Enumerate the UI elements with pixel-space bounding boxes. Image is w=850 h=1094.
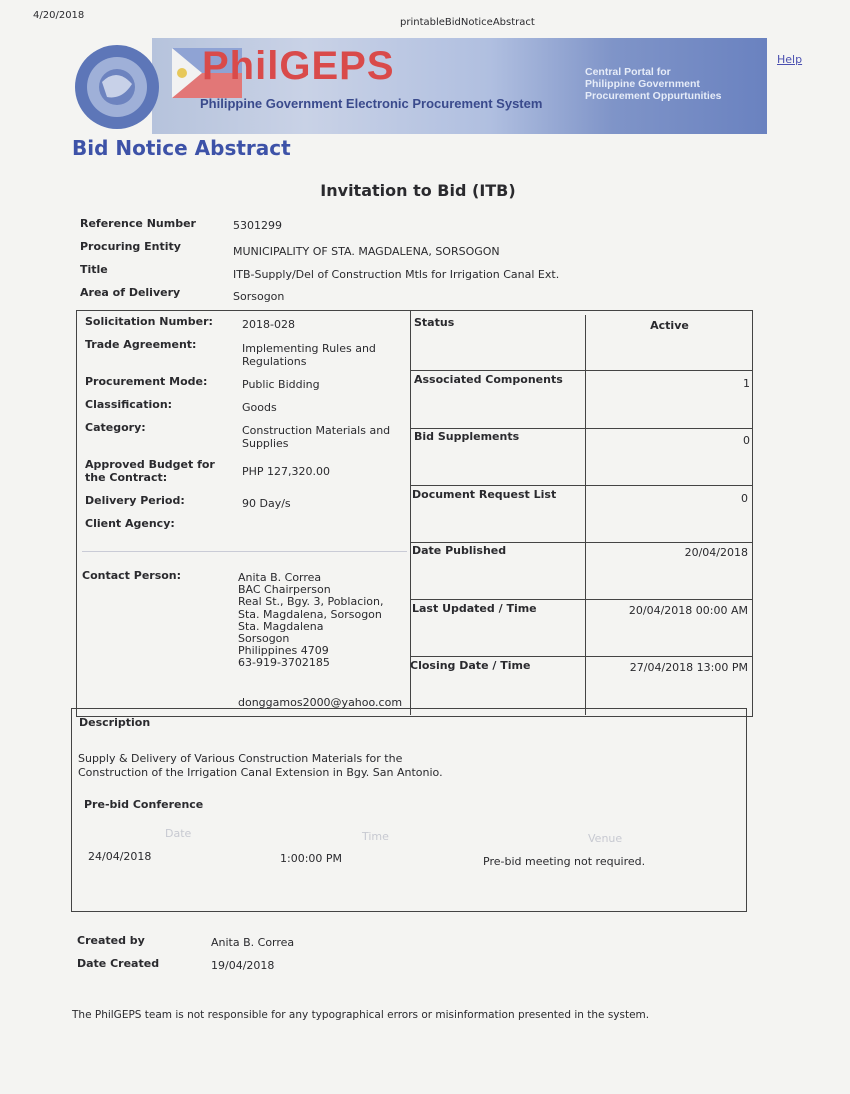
status-value: Active (650, 319, 689, 332)
prebid-heading: Pre-bid Conference (84, 798, 204, 811)
brand-logo-text: PhilGEPS (202, 44, 395, 88)
contact-line: BAC Chairperson (238, 583, 331, 597)
associated-components-label: Associated Components (414, 373, 563, 386)
row-divider (410, 542, 752, 543)
portal-line: Central Portal for (585, 66, 671, 78)
print-page-title: printableBidNoticeAbstract (400, 17, 535, 28)
prebid-venue: Pre-bid meeting not required. (483, 855, 646, 868)
description-line: Construction of the Irrigation Canal Extension in Bgy. San Antonio. (78, 766, 443, 779)
prebid-time: 1:00:00 PM (280, 852, 343, 865)
title-label: Title (80, 263, 108, 276)
contact-line: Real St., Bgy. 3, Poblacion, (238, 595, 384, 609)
date-published-label: Date Published (412, 544, 507, 557)
trade-agreement-label: Trade Agreement: (85, 338, 197, 351)
bid-supplements-value: 0 (743, 434, 750, 447)
prebid-venue-header: Venue (588, 832, 623, 845)
print-date: 4/20/2018 (33, 10, 85, 21)
delivery-period-label: Delivery Period: (85, 494, 185, 507)
column-divider (585, 315, 586, 715)
philgeps-seal-icon (72, 42, 162, 132)
contact-line: Sorsogon (238, 632, 290, 646)
philgeps-banner (72, 38, 767, 134)
help-link[interactable]: Help (777, 53, 803, 66)
approved-budget-label (85, 458, 215, 484)
prebid-date-header: Date (165, 827, 192, 840)
classification-value: Goods (242, 401, 277, 414)
approved-budget-label-line: Approved Budget for (85, 458, 215, 471)
document-request-list-value: 0 (741, 492, 748, 505)
document-title: Invitation to Bid (ITB) (320, 181, 516, 200)
area-of-delivery-value: Sorsogon (233, 290, 285, 303)
row-divider (410, 428, 752, 429)
created-by-value: Anita B. Correa (211, 936, 295, 949)
contact-line: 63-919-3702185 (238, 656, 330, 670)
associated-components-value: 1 (743, 377, 750, 390)
last-updated-value: 20/04/2018 00:00 AM (628, 604, 748, 617)
status-label: Status (414, 316, 455, 329)
trade-agreement-line: Regulations (242, 355, 307, 368)
row-divider (410, 485, 752, 486)
description-line: Supply & Delivery of Various Construction Materials for the (78, 752, 403, 765)
client-agency-label: Client Agency: (85, 517, 175, 530)
bid-supplements-label: Bid Supplements (414, 430, 520, 443)
last-updated-label: Last Updated / Time (412, 602, 537, 615)
closing-date-value: 27/04/2018 13:00 PM (629, 661, 748, 674)
procuring-entity-label: Procuring Entity (80, 240, 181, 253)
solicitation-number-value: 2018-028 (242, 318, 295, 331)
category-label: Category: (85, 421, 146, 434)
portal-caption (585, 66, 722, 102)
date-published-value: 20/04/2018 (684, 546, 748, 559)
contact-person-block (238, 572, 384, 670)
disclaimer: The PhilGEPS team is not responsible for any typographical errors or misinformation presented in the system. (72, 1009, 650, 1021)
row-divider (410, 370, 752, 371)
row-divider (410, 656, 752, 657)
date-created-value: 19/04/2018 (211, 959, 275, 972)
description-text (78, 752, 443, 780)
contact-person-label: Contact Person: (82, 569, 182, 582)
prebid-time-header: Time (362, 830, 389, 843)
procurement-mode-label: Procurement Mode: (85, 375, 208, 388)
date-created-label: Date Created (77, 957, 160, 970)
contact-line: Sta. Magdalena (238, 619, 324, 633)
closing-date-label: Closing Date / Time (410, 659, 531, 672)
trade-agreement-value (242, 342, 376, 368)
category-line: Supplies (242, 437, 289, 450)
contact-divider (82, 551, 407, 552)
contact-email: donggamos2000@yahoo.com (238, 696, 403, 709)
contact-line: Anita B. Correa (238, 571, 322, 584)
portal-line: Procurement Oppurtunities (585, 90, 722, 102)
area-of-delivery-label: Area of Delivery (80, 286, 181, 299)
contact-line: Philippines 4709 (238, 644, 329, 658)
banner-tagline: Philippine Government Electronic Procurement System (200, 96, 543, 111)
portal-line: Philippine Government (585, 78, 700, 90)
trade-agreement-line: Implementing Rules and (242, 342, 376, 355)
created-by-label: Created by (77, 934, 145, 947)
reference-number-value: 5301299 (233, 219, 282, 232)
prebid-date: 24/04/2018 (88, 850, 152, 863)
category-value (242, 424, 390, 450)
delivery-period-value: 90 Day/s (242, 497, 291, 510)
reference-number-label: Reference Number (80, 217, 196, 230)
solicitation-number-label: Solicitation Number: (85, 315, 213, 328)
procuring-entity-value: MUNICIPALITY OF STA. MAGDALENA, SORSOGON (233, 245, 500, 258)
title-value: ITB-Supply/Del of Construction Mtls for Irrigation Canal Ext. (233, 268, 560, 281)
classification-label: Classification: (85, 398, 173, 411)
approved-budget-label-line: the Contract: (85, 471, 168, 484)
document-request-list-label: Document Request List (412, 488, 557, 501)
approved-budget-value: PHP 127,320.00 (242, 465, 331, 478)
category-line: Construction Materials and (242, 424, 391, 437)
contact-line: Sta. Magdalena, Sorsogon (238, 607, 382, 621)
row-divider (410, 599, 752, 600)
page-title: Bid Notice Abstract (72, 136, 291, 160)
procurement-mode-value: Public Bidding (242, 378, 320, 391)
description-heading: Description (79, 716, 151, 729)
